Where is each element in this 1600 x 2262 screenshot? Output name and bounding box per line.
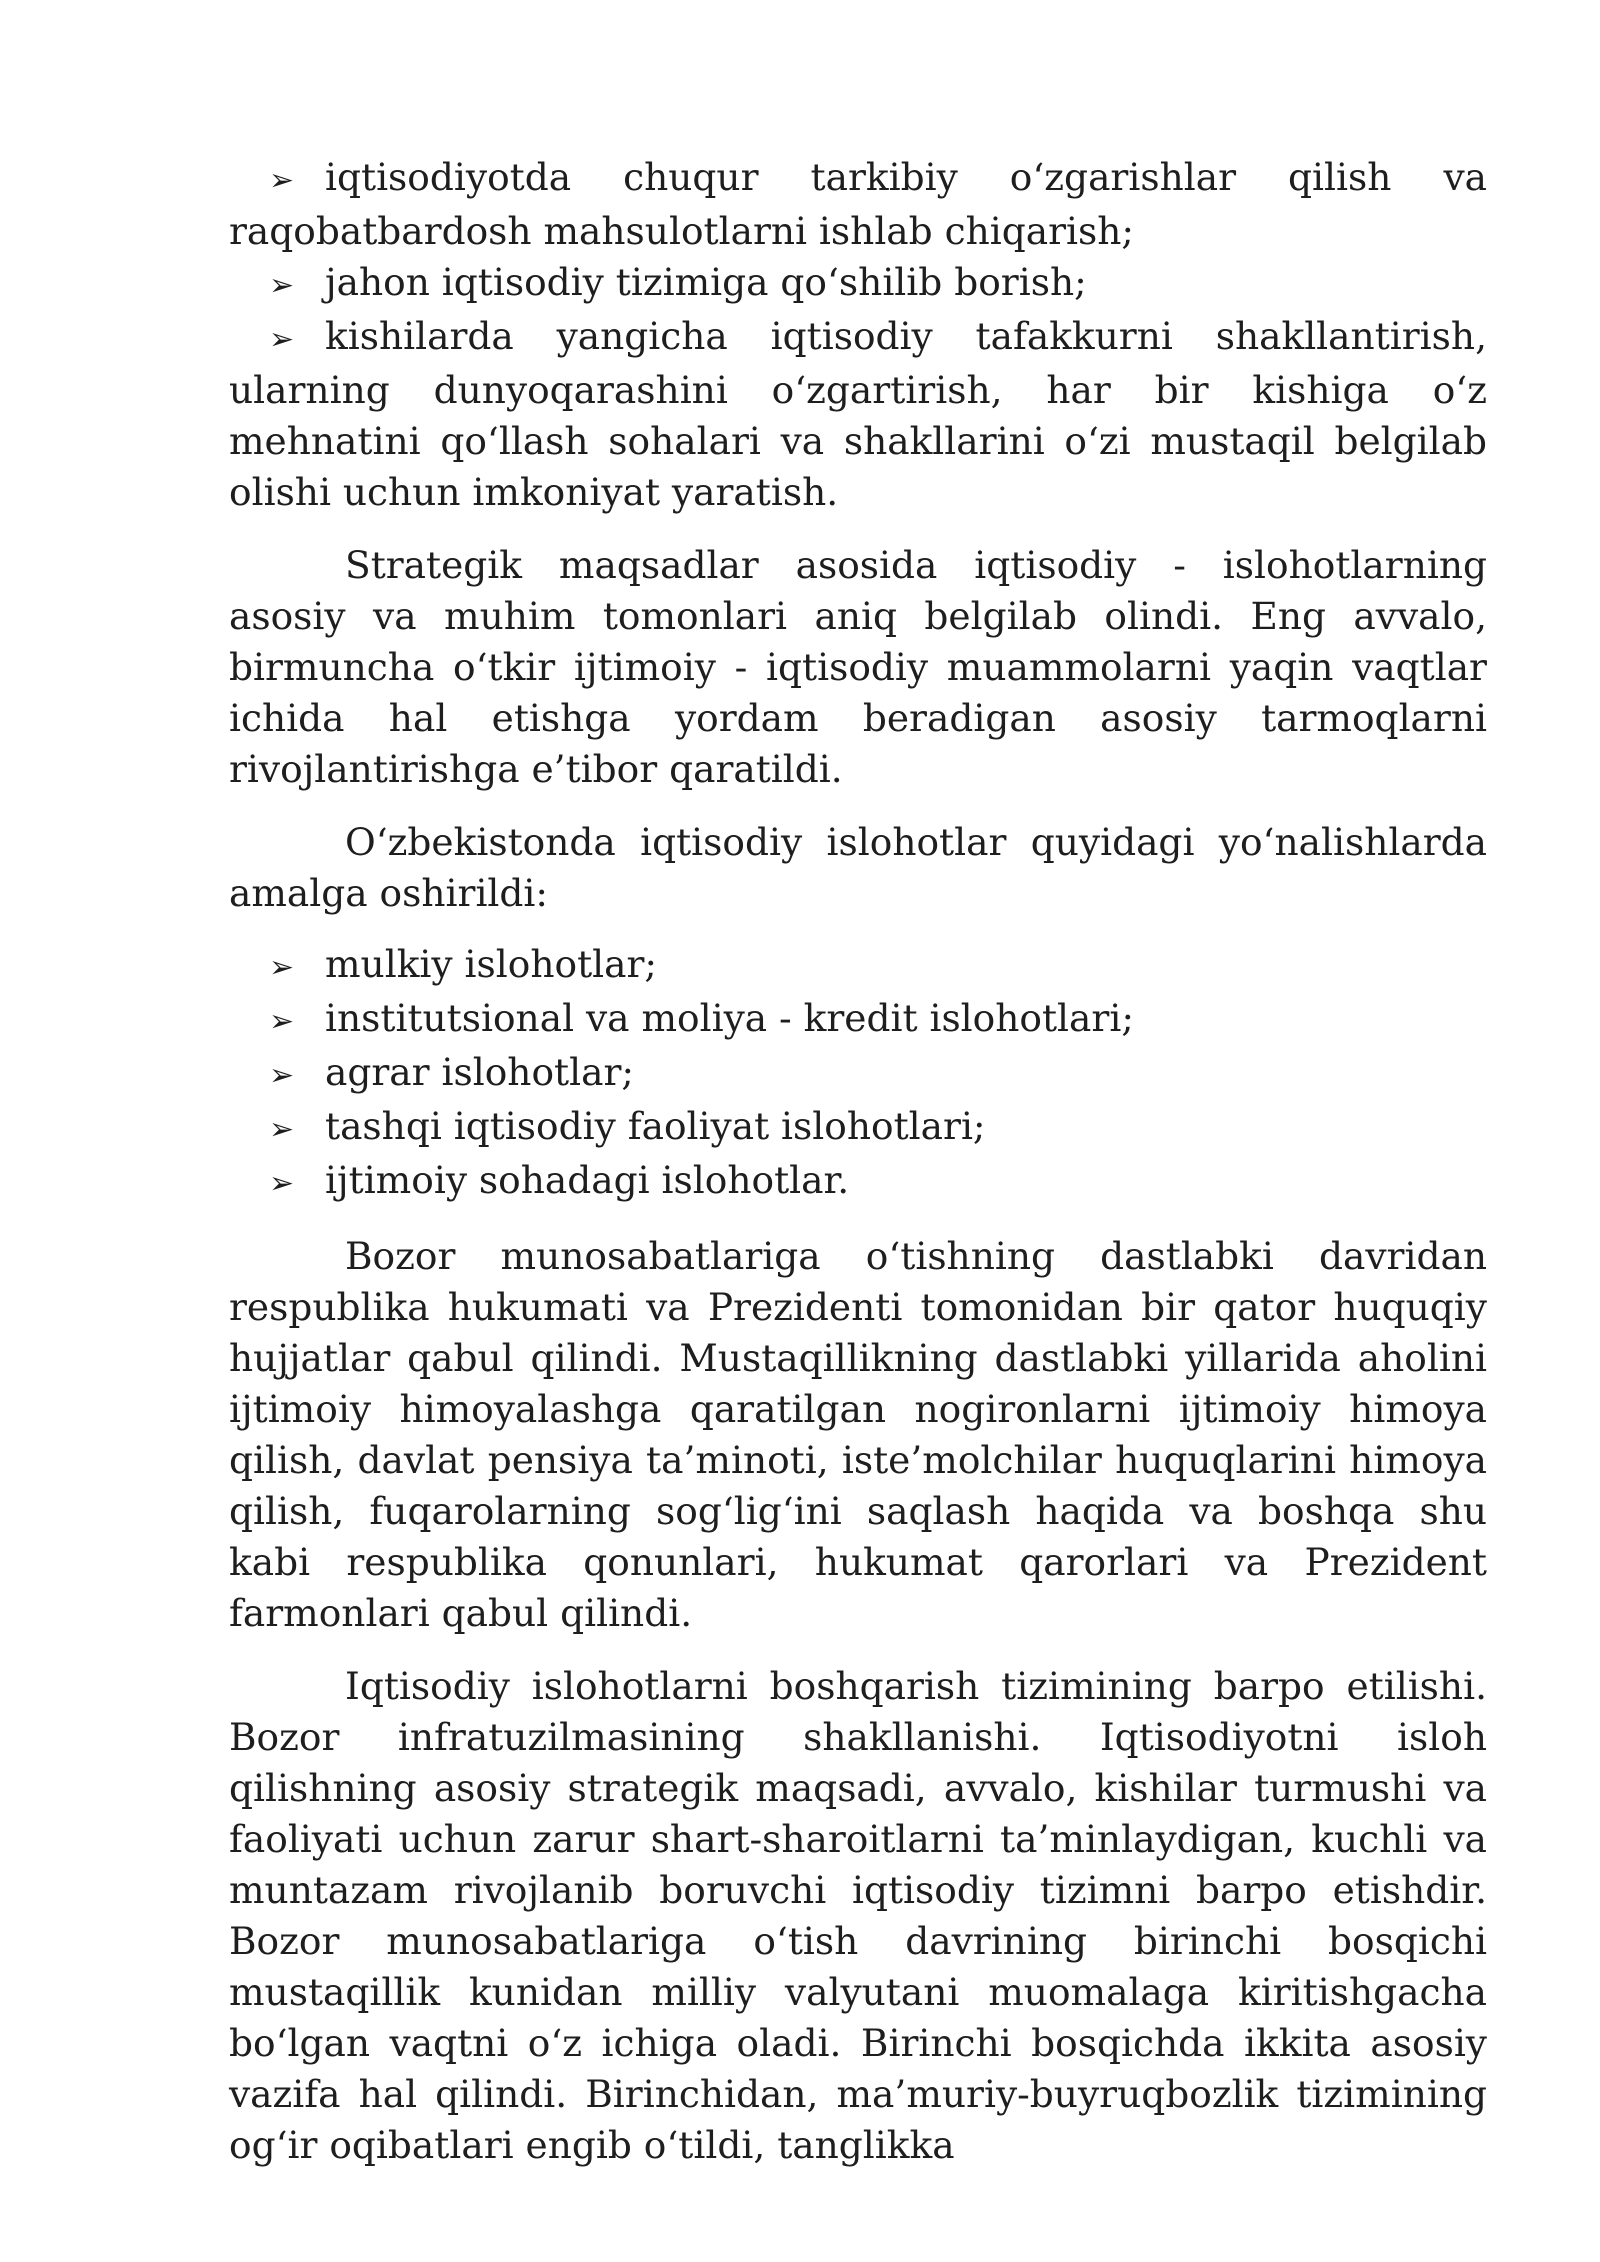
arrow-bullet-icon: ➢ (269, 1166, 295, 1201)
list-item-text: agrar islohotlar; (325, 1050, 635, 1094)
paragraph-strategic-goals: Strategik maqsadlar asosida iqtisodiy - islohotlarning asosiy va muhim tomonlari aniq belgilab olindi. Eng avvalo, birmuncha oʻtkir ijtimoiy - iqtisodiy muammolarni yaqin vaqtlar ichida hal etishga yordam beradigan asosiy tarmoqlarni rivojlantirishga e’tibor qaratildi. (229, 543, 1487, 791)
list-item-text: ijtimoiy sohadagi islohotlar. (325, 1158, 850, 1202)
list-item (229, 993, 1487, 1047)
document-page (229, 152, 1487, 2171)
arrow-bullet-icon: ➢ (269, 950, 295, 985)
list-item-text: tashqi iqtisodiy faoliyat islohotlari; (325, 1104, 986, 1148)
arrow-bullet-icon: ➢ (269, 322, 295, 357)
list-item-text: institutsional va moliya - kredit islohotlari; (325, 996, 1134, 1040)
arrow-bullet-icon: ➢ (269, 1112, 295, 1147)
paragraph-reform-directions: Oʻzbekistonda iqtisodiy islohotlar quyidagi yoʻnalishlarda amalga oshirildi: (229, 820, 1487, 915)
list-item-text: kishilarda yangicha iqtisodiy tafakkurni shakllantirish, ularning dunyoqarashini oʻzgartirish, har bir kishiga oʻz mehnatini qoʻllash sohalari va shakllarini oʻzi mustaqil belgilab olishi uchun imkoniyat yaratish. (229, 314, 1487, 514)
list-item-text: iqtisodiyotda chuqur tarkibiy oʻzgarishlar qilish va raqobatbardosh mahsulotlarni ishlab chiqarish; (229, 155, 1487, 253)
list-item-text: jahon iqtisodiy tizimiga qoʻshilib borish; (325, 260, 1087, 304)
arrow-bullet-icon: ➢ (269, 163, 295, 198)
list-item (229, 311, 1487, 518)
reform-directions-list (229, 939, 1487, 1209)
list-item (229, 1047, 1487, 1101)
list-item-text: mulkiy islohotlar; (325, 942, 658, 986)
arrow-bullet-icon: ➢ (269, 268, 295, 303)
arrow-bullet-icon: ➢ (269, 1004, 295, 1039)
list-item (229, 939, 1487, 993)
paragraph-reform-management: Iqtisodiy islohotlarni boshqarish tizimining barpo etilishi. Bozor infratuzilmasining shakllanishi. Iqtisodiyotni isloh qilishning asosiy strategik maqsadi, avvalo, kishilar turmushi va faoliyati uchun zarur shart-sharoitlarni ta’minlaydigan, kuchli va muntazam rivojlanib boruvchi iqtisodiy tizimni barpo etishdir. Bozor munosabatlariga oʻtish davrining birinchi bosqichi mustaqillik kunidan milliy valyutani muomalaga kiritishgacha boʻlgan vaqtni oʻz ichiga oladi. Birinchi bosqichda ikkita asosiy vazifa hal qilindi. Birinchidan, ma’muriy-buyruqbozlik tizimining ogʻir oqibatlari engib oʻtildi, tanglikka (229, 1664, 1487, 2167)
arrow-bullet-icon: ➢ (269, 1058, 295, 1093)
list-item (229, 1101, 1487, 1155)
paragraph-legal-documents: Bozor munosabatlariga oʻtishning dastlabki davridan respublika hukumati va Prezidenti tomonidan bir qator huquqiy hujjatlar qabul qilindi. Mustaqillikning dastlabki yillarida aholini ijtimoiy himoyalashga qaratilgan nogironlarni ijtimoiy himoya qilish, davlat pensiya ta’minoti, iste’molchilar huquqlarini himoya qilish, fuqarolarning sogʻligʻini saqlash haqida va boshqa shu kabi respublika qonunlari, hukumat qarorlari va Prezident farmonlari qabul qilindi. (229, 1234, 1487, 1635)
goals-list (229, 152, 1487, 518)
list-item (229, 1155, 1487, 1209)
list-item (229, 257, 1487, 311)
list-item (229, 152, 1487, 257)
